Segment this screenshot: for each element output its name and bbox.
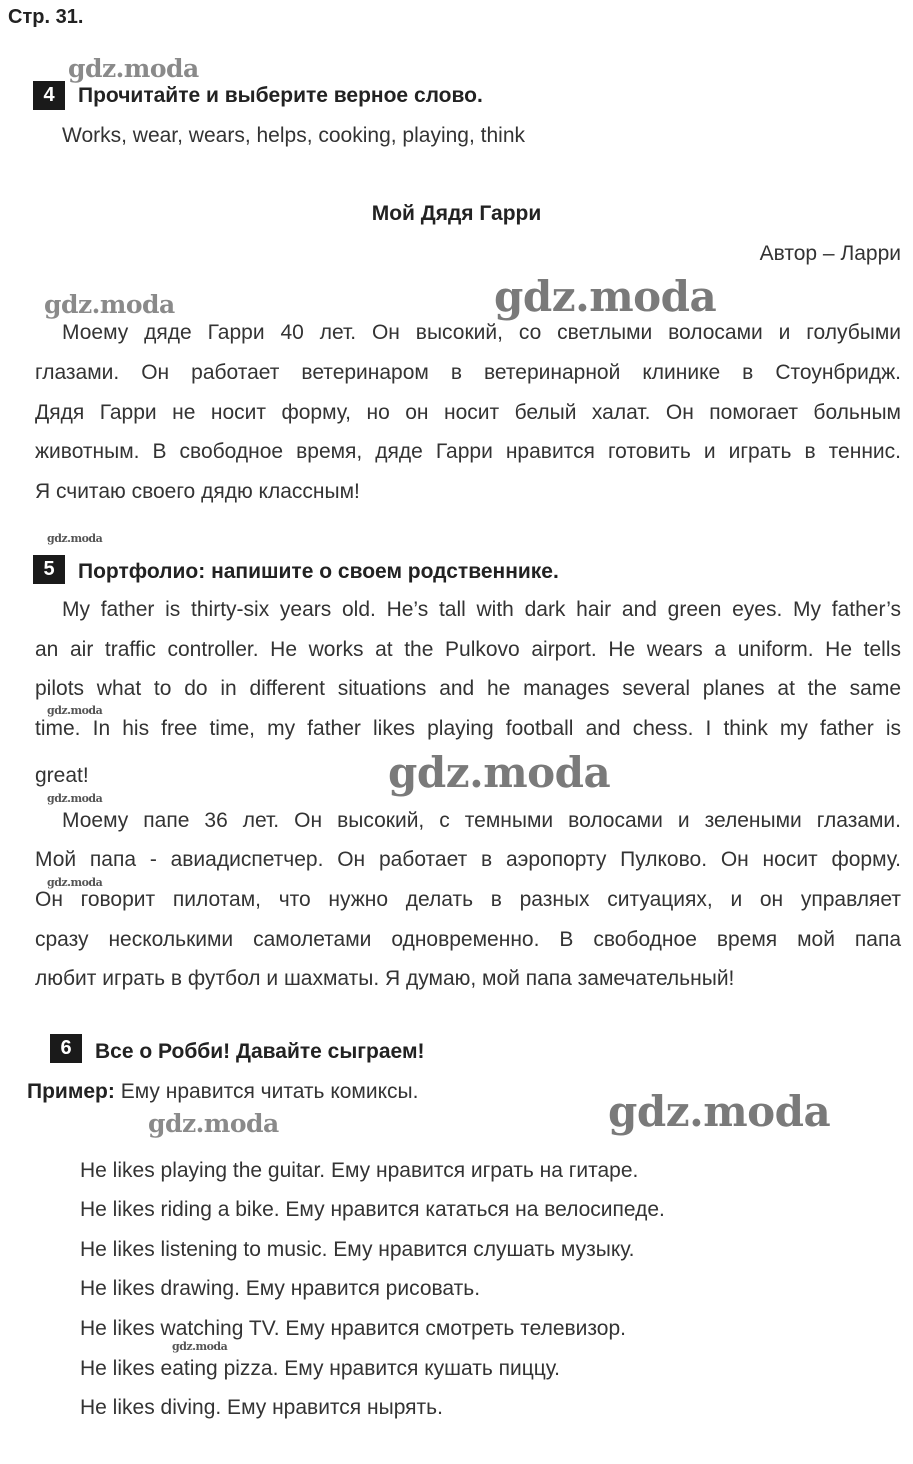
english-line: pilots what to do in different situations and he manages several planes at the same bbox=[35, 677, 901, 700]
answer-line: He likes drawing. Ему нравится рисовать. bbox=[80, 1277, 481, 1300]
task-6-number: 6 bbox=[50, 1034, 82, 1063]
watermark: gdz.moda bbox=[148, 1109, 279, 1138]
example-text: Ему нравится читать комиксы. bbox=[114, 1080, 419, 1103]
watermark: gdz.moda bbox=[388, 748, 611, 797]
watermark: gdz.moda bbox=[47, 704, 103, 717]
watermark: gdz.moda bbox=[172, 1340, 228, 1353]
answer-line: He likes watching TV. Ему нравится смотреть телевизор. bbox=[80, 1317, 626, 1340]
story-line: Я считаю своего дядю классным! bbox=[35, 480, 360, 503]
russian-line: Мой папа - авиадиспетчер. Он работает в аэропорту Пулково. Он носит форму. bbox=[35, 848, 901, 871]
english-line: an air traffic controller. He works at the Pulkovo airport. He wears a uniform. He tells bbox=[35, 638, 901, 661]
watermark: gdz.moda bbox=[47, 876, 103, 889]
answer-line: He likes listening to music. Ему нравится слушать музыку. bbox=[80, 1238, 635, 1261]
answer-line: He likes diving. Ему нравится нырять. bbox=[80, 1396, 443, 1419]
story-line: Дядя Гарри не носит форму, но он носит белый халат. Он помогает больным bbox=[35, 401, 901, 424]
example-label: Пример: bbox=[27, 1080, 115, 1103]
task-4-number: 4 bbox=[33, 81, 65, 110]
english-line: time. In his free time, my father likes playing football and chess. I think my father is bbox=[35, 717, 901, 740]
story-line: глазами. Он работает ветеринаром в ветеринарной клинике в Стоунбридж. bbox=[35, 361, 901, 384]
russian-line: сразу несколькими самолетами одновременно. В свободное время мой папа bbox=[35, 928, 901, 951]
example-line bbox=[27, 1080, 418, 1104]
russian-line: любит играть в футбол и шахматы. Я думаю, мой папа замечательный! bbox=[35, 967, 735, 990]
russian-line: Моему папе 36 лет. Он высокий, с темными волосами и зелеными глазами. bbox=[62, 809, 901, 832]
story-title: Мой Дядя Гарри bbox=[371, 202, 542, 225]
word-bank: Works, wear, wears, helps, cooking, playing, think bbox=[62, 124, 525, 147]
task-5-number: 5 bbox=[33, 555, 65, 584]
watermark: gdz.moda bbox=[47, 532, 103, 545]
story-line: животным. В свободное время, дяде Гарри нравится готовить и играть в теннис. bbox=[35, 440, 901, 463]
answer-line: He likes playing the guitar. Ему нравится играть на гитаре. bbox=[80, 1159, 639, 1182]
watermark: gdz.moda bbox=[44, 290, 175, 319]
story-author: Автор – Ларри bbox=[759, 242, 901, 265]
story-line: Моему дяде Гарри 40 лет. Он высокий, со светлыми волосами и голубыми bbox=[62, 321, 901, 344]
english-line: My father is thirty-six years old. He’s tall with dark hair and green eyes. My father’s bbox=[62, 598, 901, 621]
page-number: Стр. 31. bbox=[8, 6, 84, 28]
russian-line: Он говорит пилотам, что нужно делать в разных ситуациях, и он управляет bbox=[35, 888, 901, 911]
watermark: gdz.moda bbox=[608, 1087, 831, 1136]
watermark: gdz.moda bbox=[68, 54, 199, 83]
watermark: gdz.moda bbox=[494, 272, 717, 321]
answer-line: He likes eating pizza. Ему нравится кушать пиццу. bbox=[80, 1357, 560, 1380]
task-5-title: Портфолио: напишите о своем родственнике. bbox=[78, 560, 559, 583]
answer-line: He likes riding a bike. Ему нравится кататься на велосипеде. bbox=[80, 1198, 665, 1221]
task-4-title: Прочитайте и выберите верное слово. bbox=[78, 84, 483, 107]
task-6-title: Все о Робби! Давайте сыграем! bbox=[95, 1040, 425, 1063]
watermark: gdz.moda bbox=[47, 792, 103, 805]
english-line: great! bbox=[35, 764, 89, 787]
